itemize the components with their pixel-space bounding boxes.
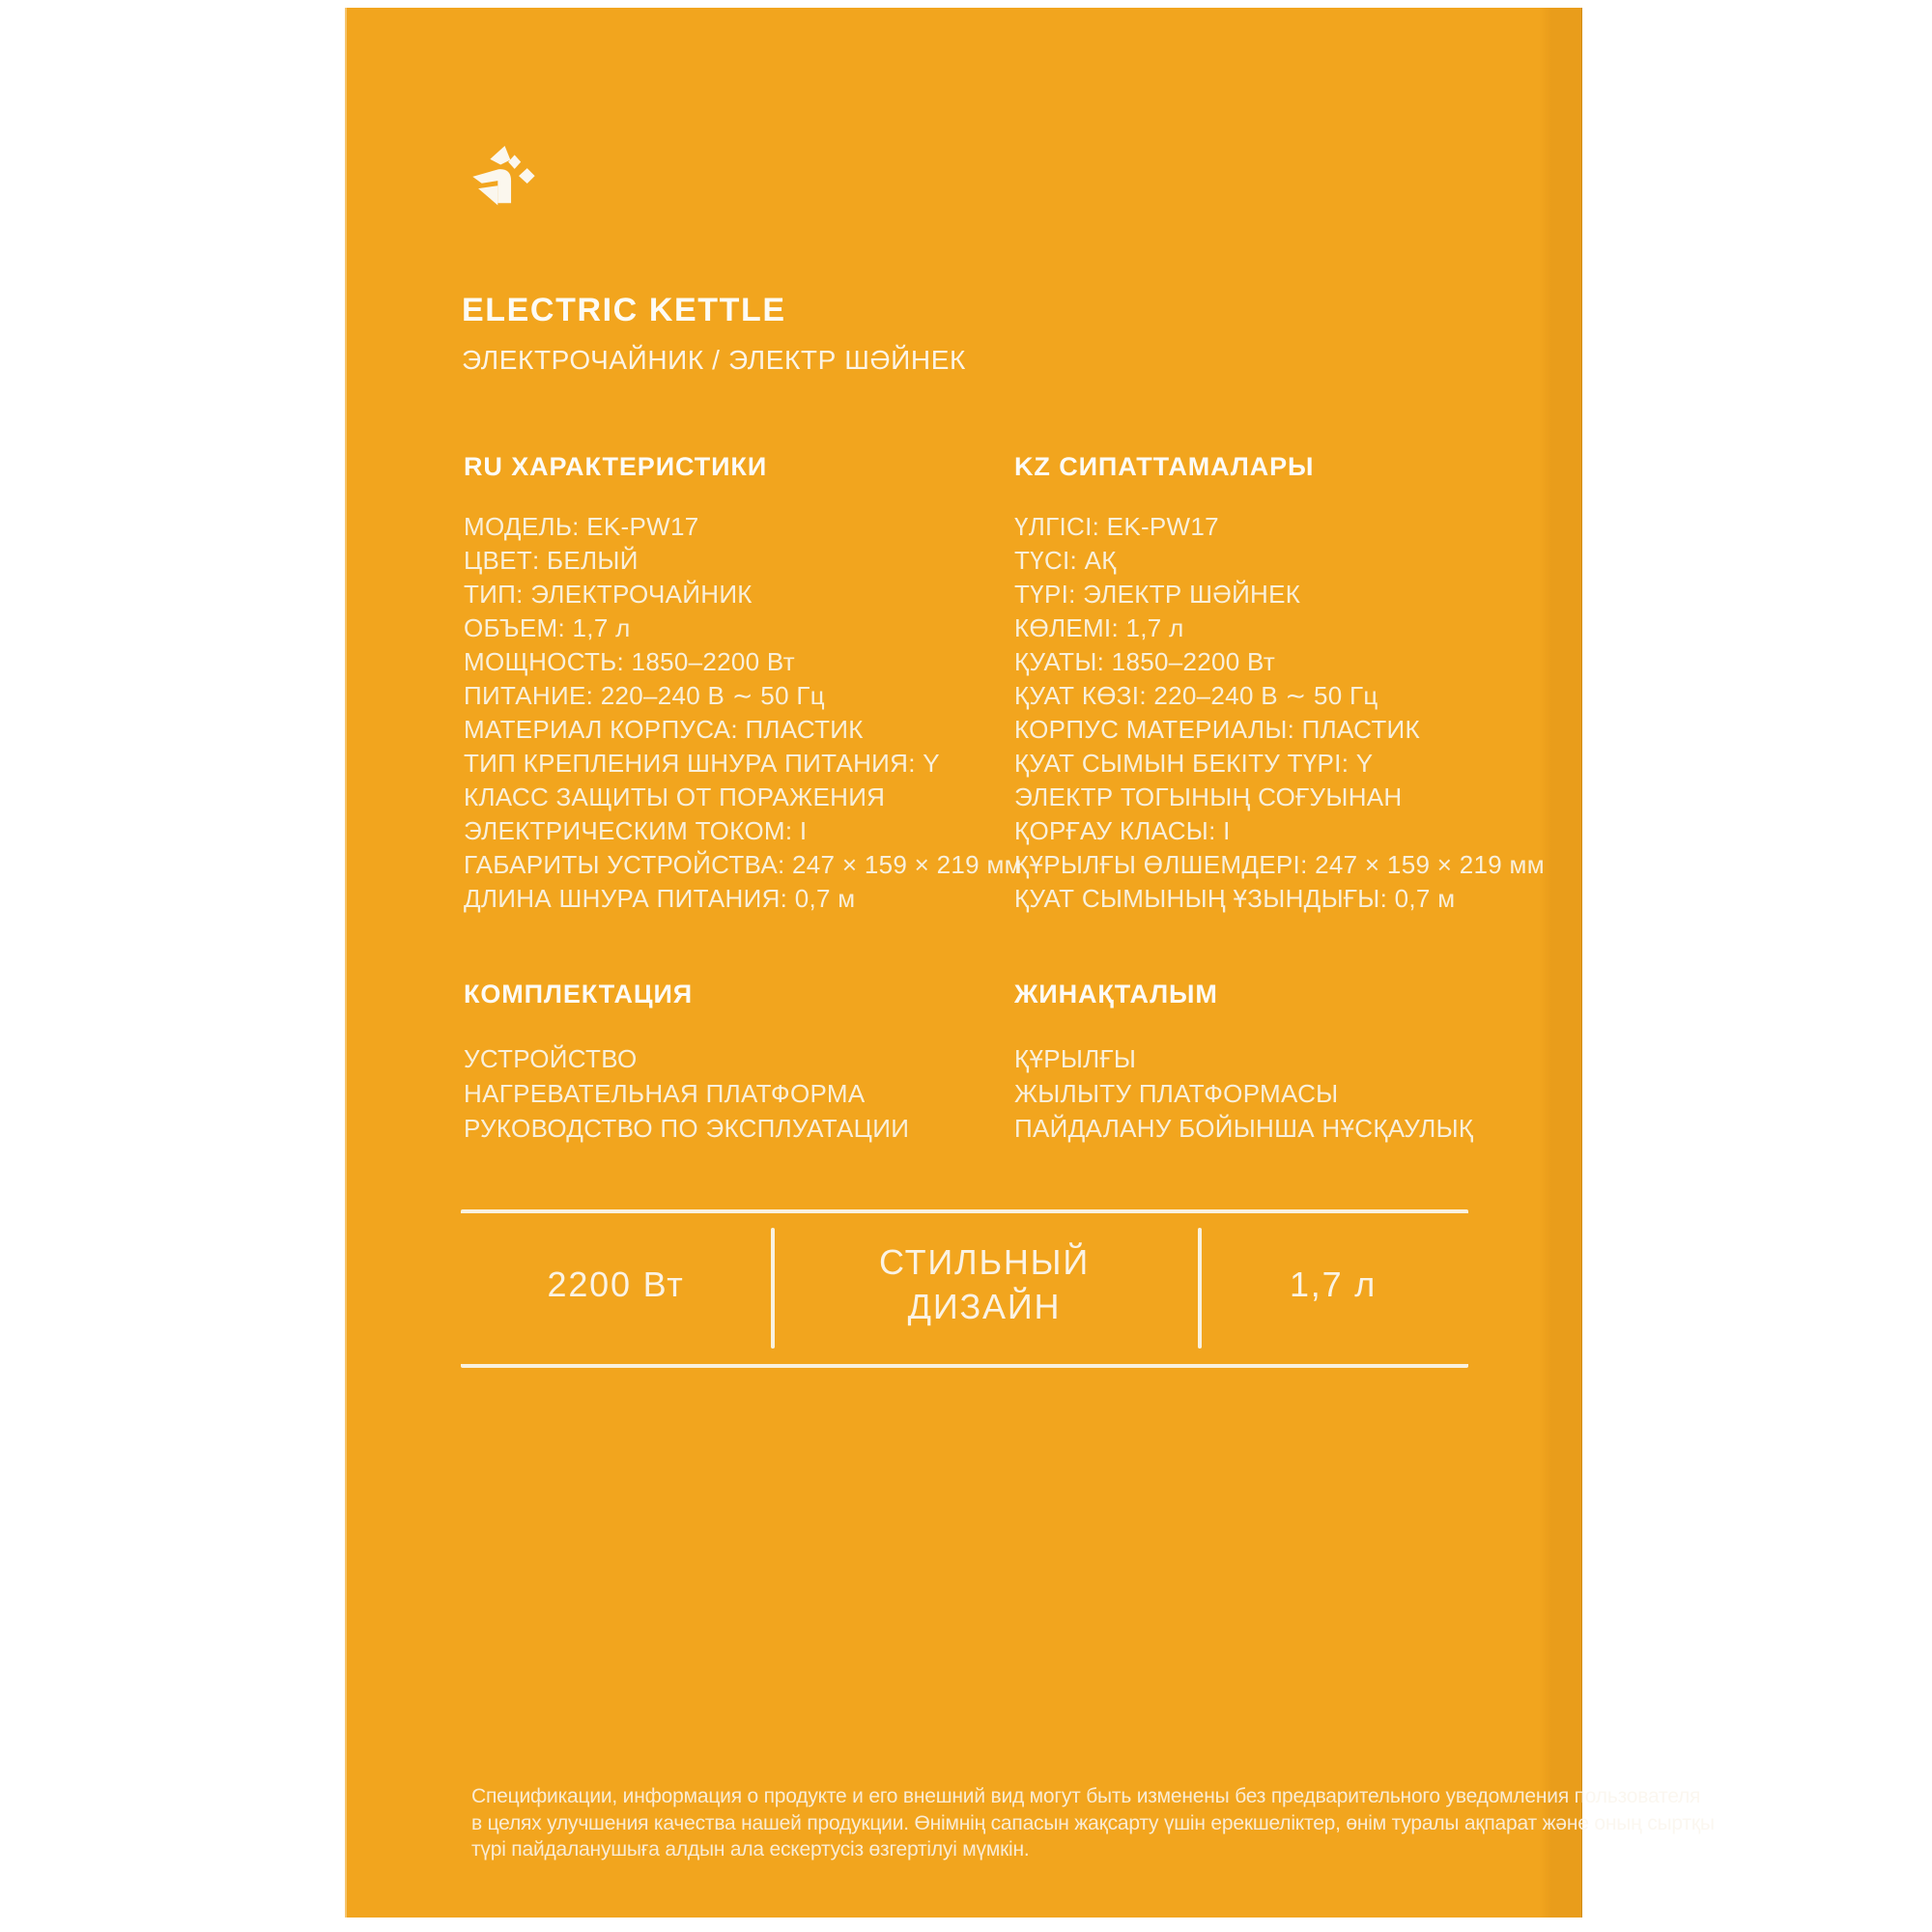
- package-ru-heading: КОМПЛЕКТАЦИЯ: [464, 980, 694, 1009]
- feature-design: [771, 1213, 1198, 1356]
- spec-line: ҚҰРЫЛҒЫ ӨЛШЕМДЕРІ: 247 × 159 × 219 мм: [1014, 850, 1545, 879]
- feature-power: 2200 Вт: [547, 1264, 685, 1304]
- spec-line: КОРПУС МАТЕРИАЛЫ: ПЛАСТИК: [1014, 715, 1420, 744]
- kettle-box-back-panel: [345, 8, 1715, 1918]
- spec-line: ТИП КРЕПЛЕНИЯ ШНУРА ПИТАНИЯ: Y: [464, 749, 940, 778]
- spec-line: ТИП: ЭЛЕКТРОЧАЙНИК: [464, 580, 753, 609]
- spec-line: ҚУАТ КӨЗІ: 220–240 В ∼ 50 Гц: [1014, 681, 1378, 710]
- spec-line: ЦВЕТ: БЕЛЫЙ: [464, 546, 639, 575]
- legal-text: [471, 1783, 1715, 1863]
- feature-design-line: СТИЛЬНЫЙ: [878, 1242, 1091, 1282]
- spec-line: ДЛИНА ШНУРА ПИТАНИЯ: 0,7 м: [464, 884, 856, 913]
- specs-ru-list: [464, 510, 1022, 916]
- product-subtitle: ЭЛЕКТРОЧАЙНИК / ЭЛЕКТР ШӘЙНЕК: [462, 345, 966, 375]
- legal-line: в целях улучшения качества нашей продукции. Өнімнің сапасын жақсарту үшін ерекшеліктер, өнім туралы ақпарат және оның сыртқы: [471, 1811, 1715, 1834]
- spec-line: ЭЛЕКТР ТОГЫНЫҢ СОҒУЫНАН: [1014, 782, 1403, 811]
- package-item: ЖЫЛЫТУ ПЛАТФОРМАСЫ: [1014, 1079, 1339, 1108]
- spec-line: ҚУАТЫ: 1850–2200 Вт: [1014, 647, 1276, 676]
- spec-line: ҮЛГІСІ: EK-PW17: [1014, 512, 1219, 541]
- spec-line: ОБЪЕМ: 1,7 л: [464, 613, 631, 642]
- legal-line: Спецификации, информация о продукте и его внешний вид могут быть изменены без предварительного уведомления пользователя: [471, 1785, 1701, 1807]
- feature-volume: 1,7 л: [1289, 1264, 1378, 1304]
- spec-line: ПИТАНИЕ: 220–240 В ∼ 50 Гц: [464, 681, 825, 710]
- package-item: ПАЙДАЛАНУ БОЙЫНША НҰСҚАУЛЫҚ: [1014, 1114, 1474, 1143]
- package-item: РУКОВОДСТВО ПО ЭКСПЛУАТАЦИИ: [464, 1114, 910, 1143]
- specs-ru-section: [464, 452, 1022, 916]
- spec-line: ҚУАТ СЫМЫНЫҢ ҰЗЫНДЫҒЫ: 0,7 м: [1014, 884, 1456, 913]
- spec-line: КӨЛЕМІ: 1,7 л: [1014, 613, 1184, 642]
- package-contents-kz-section: [1014, 980, 1473, 1146]
- spec-line: ҚОРҒАУ КЛАСЫ: I: [1014, 816, 1231, 845]
- spec-line: КЛАСС ЗАЩИТЫ ОТ ПОРАЖЕНИЯ: [464, 782, 886, 811]
- package-item: УСТРОЙСТВО: [464, 1044, 638, 1073]
- spec-line: МОЩНОСТЬ: 1850–2200 Вт: [464, 647, 795, 676]
- feature-banner: [461, 1209, 1468, 1368]
- package-kz-list: [1014, 1041, 1473, 1146]
- specs-ru-heading: RU ХАРАКТЕРИСТИКИ: [464, 452, 768, 481]
- spec-line: МАТЕРИАЛ КОРПУСА: ПЛАСТИК: [464, 715, 864, 744]
- spec-line: ТҮСІ: АҚ: [1014, 546, 1117, 575]
- brand-logo-icon: [461, 135, 552, 222]
- package-item: НАГРЕВАТЕЛЬНАЯ ПЛАТФОРМА: [464, 1079, 866, 1108]
- spec-line: ҚУАТ СЫМЫН БЕКІТУ ТҮРІ: Y: [1014, 749, 1374, 778]
- legal-line: түрі пайдаланушыға алдын ала ескертусіз өзгертілуі мүмкін.: [471, 1838, 1030, 1861]
- spec-line: ГАБАРИТЫ УСТРОЙСТВА: 247 × 159 × 219 мм: [464, 850, 1022, 879]
- spec-line: ТҮРІ: ЭЛЕКТР ШӘЙНЕК: [1014, 580, 1301, 609]
- package-contents-ru-section: [464, 980, 909, 1146]
- feature-design-line: ДИЗАЙН: [907, 1287, 1062, 1326]
- specs-kz-section: [1014, 452, 1545, 916]
- package-ru-list: [464, 1041, 909, 1146]
- specs-kz-heading: KZ СИПАТТАМАЛАРЫ: [1014, 452, 1315, 481]
- package-kz-heading: ЖИНАҚТАЛЫМ: [1014, 980, 1218, 1009]
- spec-line: МОДЕЛЬ: EK-PW17: [464, 512, 699, 541]
- specs-kz-list: [1014, 510, 1545, 916]
- product-title: ELECTRIC KETTLE: [462, 292, 786, 328]
- package-item: ҚҰРЫЛҒЫ: [1014, 1044, 1137, 1073]
- spec-line: ЭЛЕКТРИЧЕСКИМ ТОКОМ: I: [464, 816, 808, 845]
